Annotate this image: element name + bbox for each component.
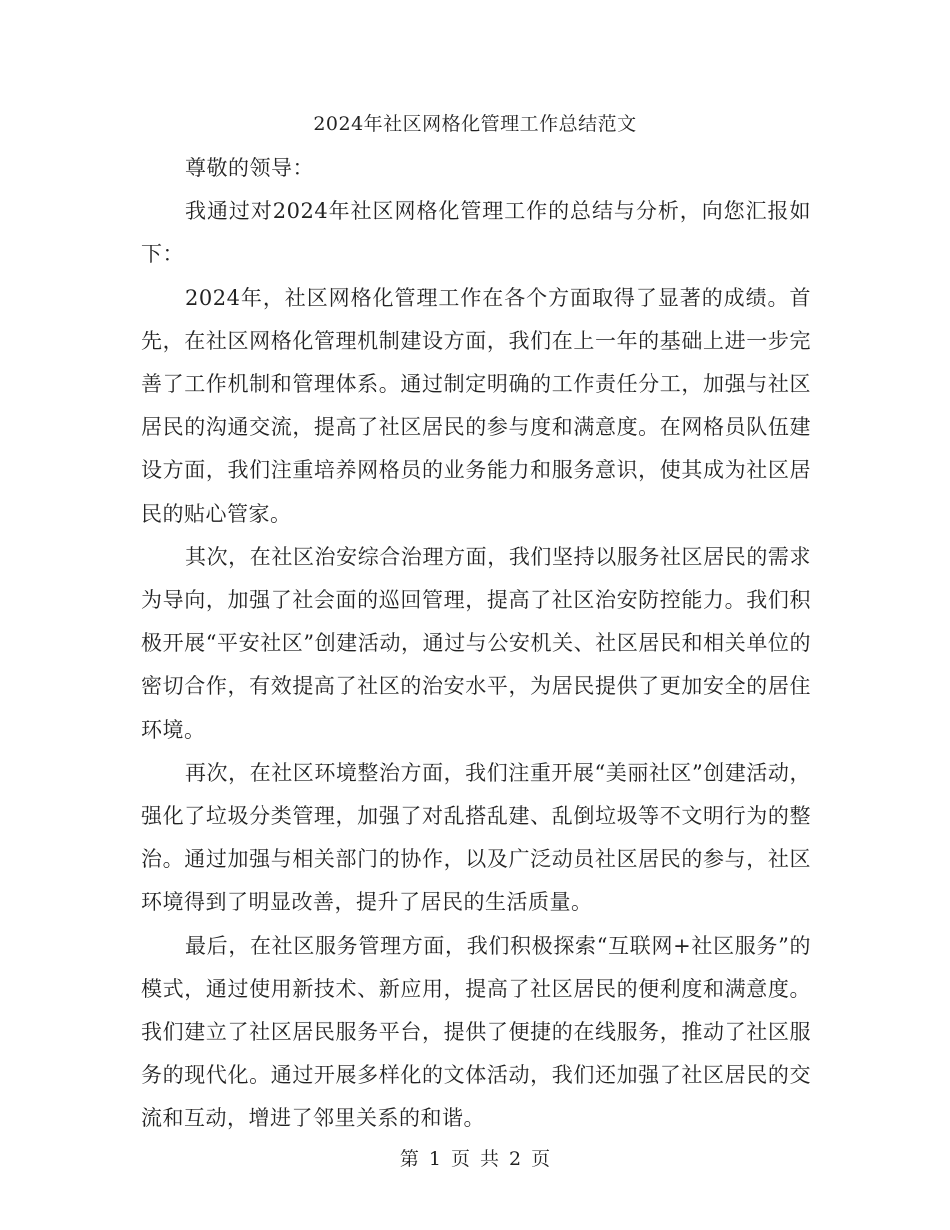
paragraph-services: 最后，在社区服务管理方面，我们积极探索“互联网+社区服务”的模式，通过使用新技术、新应用，提高了社区居民的便利度和满意度。我们建立了社区居民服务平台，提供了便捷的在线服务，推动了社区服务的现代化。通过开展多样化的文体活动，我们还加强了社区居民的交流和互动，增进了邻里关系的和谐。 [141, 933, 811, 1131]
document-body [141, 147, 811, 1141]
paragraph-public-security: 其次，在社区治安综合治理方面，我们坚持以服务社区居民的需求为导向，加强了社会面的巡回管理，提高了社区治安防控能力。我们积极开展“平安社区”创建活动，通过与公安机关、社区居民和相关单位的密切合作，有效提高了社区的治安水平，为居民提供了更加安全的居住环境。 [141, 544, 811, 742]
page-footer: 第 1 页 共 2 页 [399, 1148, 551, 1170]
paragraph-environment: 再次，在社区环境整治方面，我们注重开展“美丽社区”创建活动，强化了垃圾分类管理，加强了对乱搭乱建、乱倒垃圾等不文明行为的整治。通过加强与相关部门的协作，以及广泛动员社区居民的参与，社区环境得到了明显改善，提升了居民的生活质量。 [141, 760, 811, 915]
salutation: 尊敬的领导： [185, 156, 314, 180]
document-title: 2024年社区网格化管理工作总结范文 [313, 113, 637, 135]
intro-paragraph: 我通过对2024年社区网格化管理工作的总结与分析，向您汇报如下： [141, 199, 811, 267]
paragraph-achievements: 2024年，社区网格化管理工作在各个方面取得了显著的成绩。首先，在社区网格化管理机制建设方面，我们在上一年的基础上进一步完善了工作机制和管理体系。通过制定明确的工作责任分工，加强与社区居民的沟通交流，提高了社区居民的参与度和满意度。在网格员队伍建设方面，我们注重培养网格员的业务能力和服务意识，使其成为社区居民的贴心管家。 [141, 285, 811, 526]
